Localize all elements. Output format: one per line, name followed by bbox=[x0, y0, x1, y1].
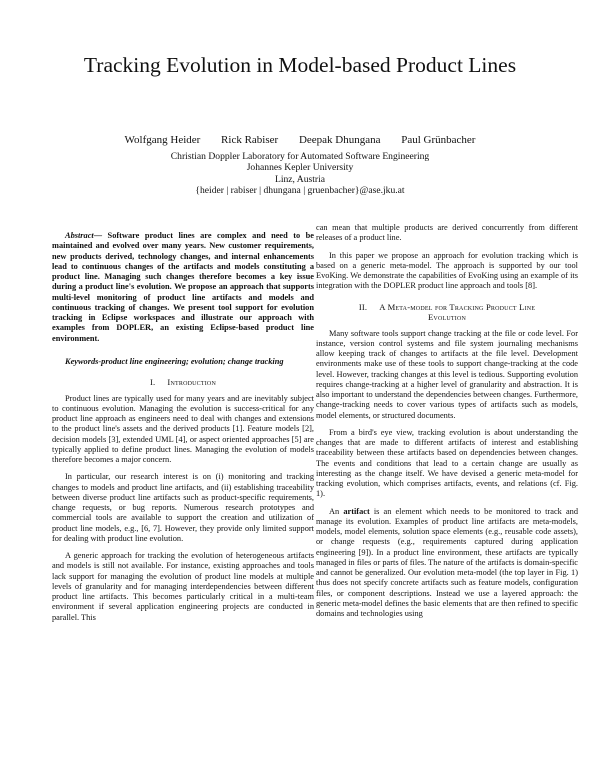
abstract bbox=[52, 231, 314, 344]
author-name: Deepak Dhungana bbox=[298, 134, 381, 146]
author-name: Rick Rabiser bbox=[221, 134, 279, 146]
paper-title: Tracking Evolution in Model-based Product Lines bbox=[83, 53, 517, 77]
section-title: Introduction bbox=[167, 377, 216, 387]
abstract-label: Abstract— bbox=[65, 231, 103, 240]
paragraph bbox=[316, 507, 578, 620]
section-title-continued: Evolution bbox=[427, 312, 467, 322]
section-title: A Meta-model for Tracking Product Line bbox=[379, 301, 536, 312]
affiliation-location: Linz, Austria bbox=[274, 173, 326, 185]
paragraph-lead: An bbox=[329, 506, 344, 516]
paragraph-text: is an element which needs to be monitored to track and manage its evolution. Examples of product line artifacts are meta-models, models, model elements, solution space elements (e.g., reusable code assets), or change requests (e.g., requirements captured during application engineering [9]). In a product line environment, these artifacts are typically managed in files or parts of files. The nature of the artifacts is domain-specific and cannot be generalized. Our evolution meta-model (the top layer in Fig. 1) thus does not specify concrete artifacts such as feature models, configuration files, or component descriptions. Instead we use a layered approach: the generic meta-model defines the basic elements that are then refined to specific domains and technologies using bbox=[316, 506, 578, 618]
author-name: Wolfgang Heider bbox=[124, 134, 201, 146]
section-number: II. bbox=[358, 301, 368, 312]
paragraph: In particular, our research interest is on (i) monitoring and tracking changes to models and product line artifacts, and (ii) establishing traceability between diverse product line artifacts such as product-specific requirements, change requests, or bug reports. Numerous research prototypes and commercial tools are available to support the creation and utilization of product line models, e.g., [6, 7]. However, they provide only limited support for dealing with product line evolution. bbox=[52, 472, 314, 543]
affiliation-block bbox=[0, 151, 600, 196]
left-column bbox=[52, 231, 314, 623]
section-number: I. bbox=[149, 377, 156, 387]
section-heading-meta-model bbox=[316, 302, 578, 323]
keywords: Keywords-product line engineering; evolution; change tracking bbox=[65, 356, 284, 366]
paragraph: can mean that multiple products are derived concurrently from different releases of a product line. bbox=[316, 223, 578, 243]
term-artifact: artifact bbox=[343, 506, 370, 516]
right-column bbox=[316, 223, 578, 619]
paragraph: Product lines are typically used for many years and are inevitably subject to continuous evolution. Managing the evolution is success-critical for any product line approach as engineers need to deal with changes and extensions to the product line's assets and the derived products [1]. Feature models [2], decision models [3], extended UML [4], or aspect oriented approaches [5] are typically applied to define product lines. Managing the evolution of models therefore becomes a major concern. bbox=[52, 393, 314, 464]
paragraph: A generic approach for tracking the evolution of heterogeneous artifacts and models is still not available. For instance, existing approaches and tools lack support for managing the evolution of product line models at multiple levels of granularity and for managing interdependencies between different product line artifacts. This becomes particularly critical in a multi-team environment if several application engineering projects are conducted in parallel. This bbox=[52, 551, 314, 622]
paragraph: Many software tools support change tracking at the file or code level. For instance, version control systems and file system journaling mechanisms allow keeping track of changes to artifacts at the file level. Development environments make use of these tools to support change-tracking at the code level. However, tracking changes at this level is tedious. Supporting evolution requires change-tracking at a higher level of granularity and abstraction. It is also important to understand the dependencies between changes. Furthermore, change-tracking needs to cover various types of artifacts such as models, model elements, or structured documents. bbox=[316, 328, 578, 420]
author-list bbox=[0, 134, 600, 147]
affiliation-university: Johannes Kepler University bbox=[246, 162, 354, 174]
paragraph: In this paper we propose an approach for evolution tracking which is based on a generic meta-model. The approach is supported by our tool EvoKing. We demonstrate the capabilities of EvoKing using an example of its integration with the DOPLER product line approach and tools [8]. bbox=[316, 250, 578, 291]
author-name: Paul Grünbacher bbox=[401, 134, 476, 146]
abstract-text: Software product lines are complex and need to be maintained and evolved over many years. New customer requirements, new products derived, technology changes, and internal enhancements lead to continuous changes of the artifacts and models constituting a product line. Managing such changes therefore becomes a key issue during a product line's evolution. We propose an approach that supports multi-level monitoring of product line artifacts and models and continuous tracking of changes. We present tool support for evolution tracking in Eclipse workspaces and illustrate our approach with examples from DOPLER, an existing Eclipse-based product line environment. bbox=[52, 231, 314, 343]
author-emails: {heider | rabiser | dhungana | gruenbacher}@ase.jku.at bbox=[195, 184, 405, 196]
affiliation-lab: Christian Doppler Laboratory for Automated Software Engineering bbox=[170, 151, 430, 162]
paragraph: From a bird's eye view, tracking evolution is about understanding the changes that are made to different artifacts of interest and establishing traceability between these artifacts based on dependencies between changes. The events and conditions that lead to a certain change are usually as interesting as the change itself. We have devised a generic meta-model for tracking evolution, which comprises artifacts, events, and relations (cf. Fig. 1). bbox=[316, 427, 578, 499]
section-heading-introduction bbox=[52, 377, 314, 388]
